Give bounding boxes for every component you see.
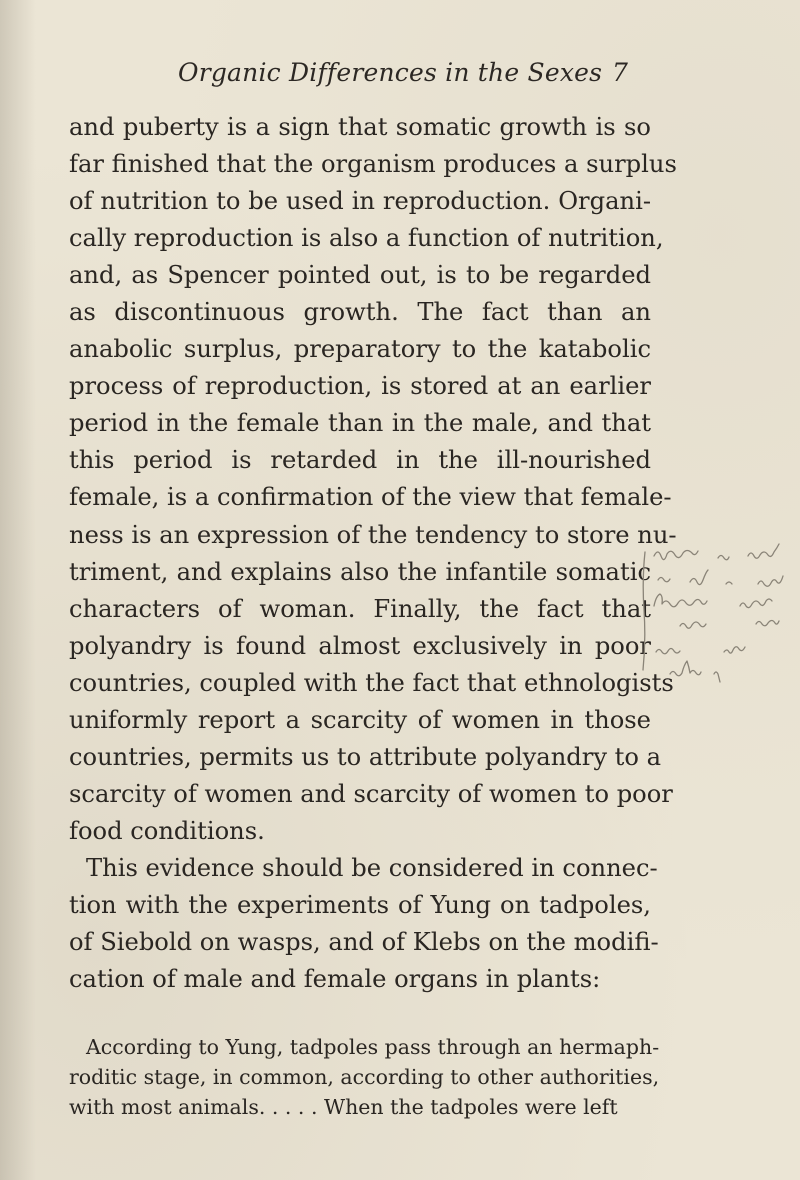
body-line: countries, permits us to attribute polyandry to a [69, 742, 662, 771]
body-line: polyandry is found almost exclusively in poor [69, 631, 651, 660]
body-line: female, is a confirmation of the view that female- [69, 483, 672, 512]
quote-line: with most animals. . . . . When the tadpoles were left [69, 1095, 618, 1119]
body-line: period in the female than in the male, and that [69, 409, 651, 438]
body-line: tion with the experiments of Yung on tadpoles, [69, 890, 651, 919]
body-line: uniformly report a scarcity of women in those [69, 705, 651, 734]
running-title: Organic Differences in the Sexes [178, 58, 603, 87]
page-number: 7 [612, 58, 628, 87]
body-line: cation of male and female organs in plants: [69, 965, 601, 994]
page-gutter-shadow [0, 0, 36, 1180]
body-line: This evidence should be considered in connec- [86, 853, 658, 882]
body-line: and, as Spencer pointed out, is to be regarded [69, 261, 651, 290]
body-line: countries, coupled with the fact that ethnologists [69, 668, 674, 697]
body-line: cally reproduction is also a function of nutrition, [69, 224, 664, 253]
body-paragraphs [69, 109, 677, 998]
block-quote [69, 1032, 660, 1122]
body-line: ness is an expression of the tendency to store nu- [69, 520, 677, 549]
body-line: far finished that the organism produces a surplus [69, 150, 677, 179]
body-line: scarcity of women and scarcity of women to poor [69, 779, 673, 808]
body-line: characters of woman. Finally, the fact that [69, 594, 651, 623]
handwritten-annotation-icon [640, 540, 798, 710]
body-line: process of reproduction, is stored at an earlier [69, 372, 651, 401]
body-line: as discontinuous growth. The fact than an [69, 298, 651, 327]
body-line: food conditions. [69, 816, 265, 845]
quote-line: roditic stage, in common, according to other authorities, [69, 1065, 660, 1089]
body-line: triment, and explains also the infantile somatic [69, 557, 651, 586]
body-line: and puberty is a sign that somatic growth is so [69, 113, 651, 141]
body-line: this period is retarded in the ill-nourished [69, 446, 651, 475]
body-line: of Siebold on wasps, and of Klebs on the modifi- [69, 928, 659, 957]
quote-line: According to Yung, tadpoles pass through an hermaph- [86, 1035, 660, 1059]
body-line: of nutrition to be used in reproduction. Organi- [69, 187, 651, 216]
body-line: anabolic surplus, preparatory to the katabolic [69, 335, 651, 364]
